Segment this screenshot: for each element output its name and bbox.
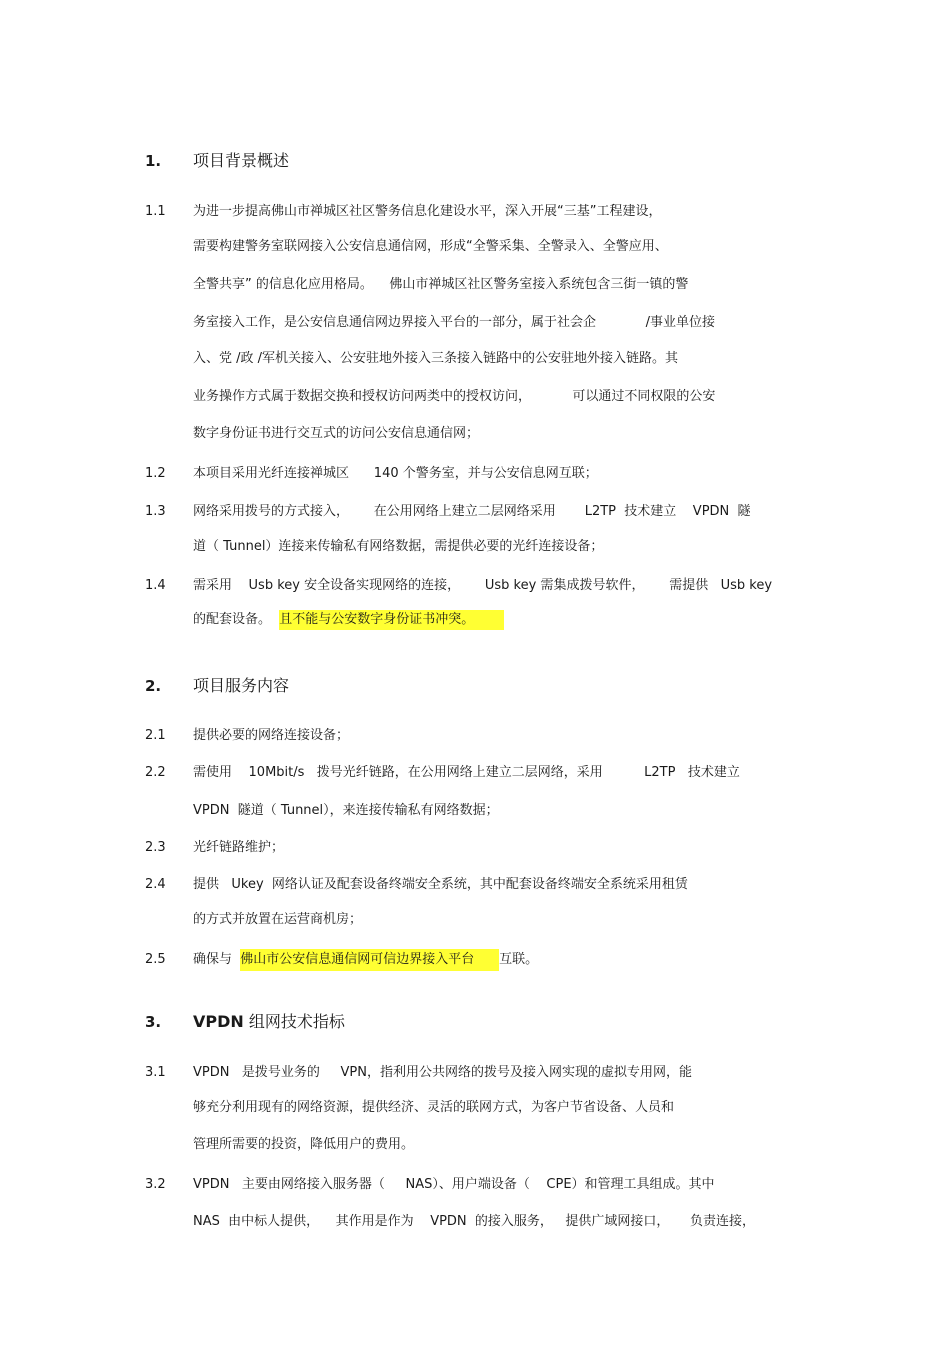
item-1-1-line: 全警共享” 的信息化应用格局。 佛山市禅城区社区警务室接入系统包含三街一镇的警 [193,277,689,292]
section-title: 项目服务内容 [193,676,290,695]
item-2-2-line: 需使用 10Mbit/s 拨号光纤链路，在公用网络上建立二层网络，采用 L2TP 技术建立 [193,765,740,780]
item-1-1-line: 为进一步提高佛山市禅城区社区警务信息化建设水平，深入开展“三基”工程建设， [193,204,662,219]
section-title-rest: 组网技术指标 [243,1012,345,1031]
item-1-4-line [193,610,504,630]
section-title [193,1010,345,1034]
item-2-4-line: 的方式并放置在运营商机房； [193,912,363,927]
item-2-2-line: VPDN 隧道（ Tunnel），来连接传输私有网络数据； [193,803,499,818]
item-1-1-line: 需要构建警务室联网接入公安信息通信网，形成“全警采集、全警录入、全警应用、 [193,239,668,254]
item-number-2-4: 2.4 [145,877,166,892]
section-title-bold: VPDN [193,1012,244,1031]
highlighted-text: 佛山市公安信息通信网可信边界接入平台 [240,949,499,971]
item-2-3-line: 光纤链路维护； [193,840,285,855]
item-2-5-line [193,950,538,970]
item-number-1-4: 1.4 [145,578,166,593]
item-number-2-2: 2.2 [145,765,166,780]
item-2-4-line: 提供 Ukey 网络认证及配套设备终端安全系统，其中配套设备终端安全系统采用租赁 [193,877,688,892]
item-number-2-5: 2.5 [145,952,166,967]
item-2-5-suffix: 互联。 [499,952,539,967]
section-number: 1. [145,152,162,170]
item-number-1-2: 1.2 [145,466,166,481]
section-number: 2. [145,677,162,695]
item-1-3-line: 网络采用拨号的方式接入， 在公用网络上建立二层网络采用 L2TP 技术建立 VPDN 隧 [193,504,751,519]
highlighted-text: 且不能与公安数字身份证书冲突。 [279,610,504,630]
item-number-2-3: 2.3 [145,840,166,855]
item-number-1-1: 1.1 [145,204,166,219]
item-1-4-text: 的配套设备。 [193,612,280,627]
item-3-2-line: NAS 由中标人提供， 其作用是作为 VPDN 的接入服务， 提供广域网接口， 负责连接， [193,1214,755,1229]
item-2-1-line: 提供必要的网络连接设备； [193,728,350,743]
item-1-2-line: 本项目采用光纤连接禅城区 140 个警务室，并与公安信息网互联； [193,466,598,481]
item-1-1-line: 务室接入工作，是公安信息通信网边界接入平台的一部分，属于社会企 /事业单位接 [193,315,715,330]
item-1-3-line: 道（ Tunnel）连接来传输私有网络数据，需提供必要的光纤连接设备； [193,539,604,554]
item-2-5-prefix: 确保与 [193,952,241,967]
item-number-3-2: 3.2 [145,1177,166,1192]
item-number-1-3: 1.3 [145,504,166,519]
item-1-1-line: 业务操作方式属于数据交换和授权访问两类中的授权访问， 可以通过不同权限的公安 [193,389,716,404]
item-3-1-line: 管理所需要的投资，降低用户的费用。 [193,1137,415,1152]
item-number-3-1: 3.1 [145,1065,166,1080]
item-3-2-line: VPDN 主要由网络接入服务器（ NAS）、用户端设备（ CPE）和管理工具组成。其中 [193,1177,715,1192]
section-number: 3. [145,1013,162,1031]
item-3-1-line: VPDN 是拨号业务的 VPN，指利用公共网络的拨号及接入网实现的虚拟专用网，能 [193,1065,692,1080]
item-1-4-line: 需采用 Usb key 安全设备实现网络的连接， Usb key 需集成拨号软件， 需提供 Usb key [193,578,773,593]
item-1-1-line: 入、党 /政 /军机关接入、公安驻地外接入三条接入链路中的公安驻地外接入链路。其 [193,351,679,366]
item-3-1-line: 够充分利用现有的网络资源，提供经济、灵活的联网方式，为客户节省设备、人员和 [193,1100,675,1115]
section-title: 项目背景概述 [193,151,290,170]
item-1-1-line: 数字身份证书进行交互式的访问公安信息通信网； [193,426,480,441]
item-number-2-1: 2.1 [145,728,166,743]
